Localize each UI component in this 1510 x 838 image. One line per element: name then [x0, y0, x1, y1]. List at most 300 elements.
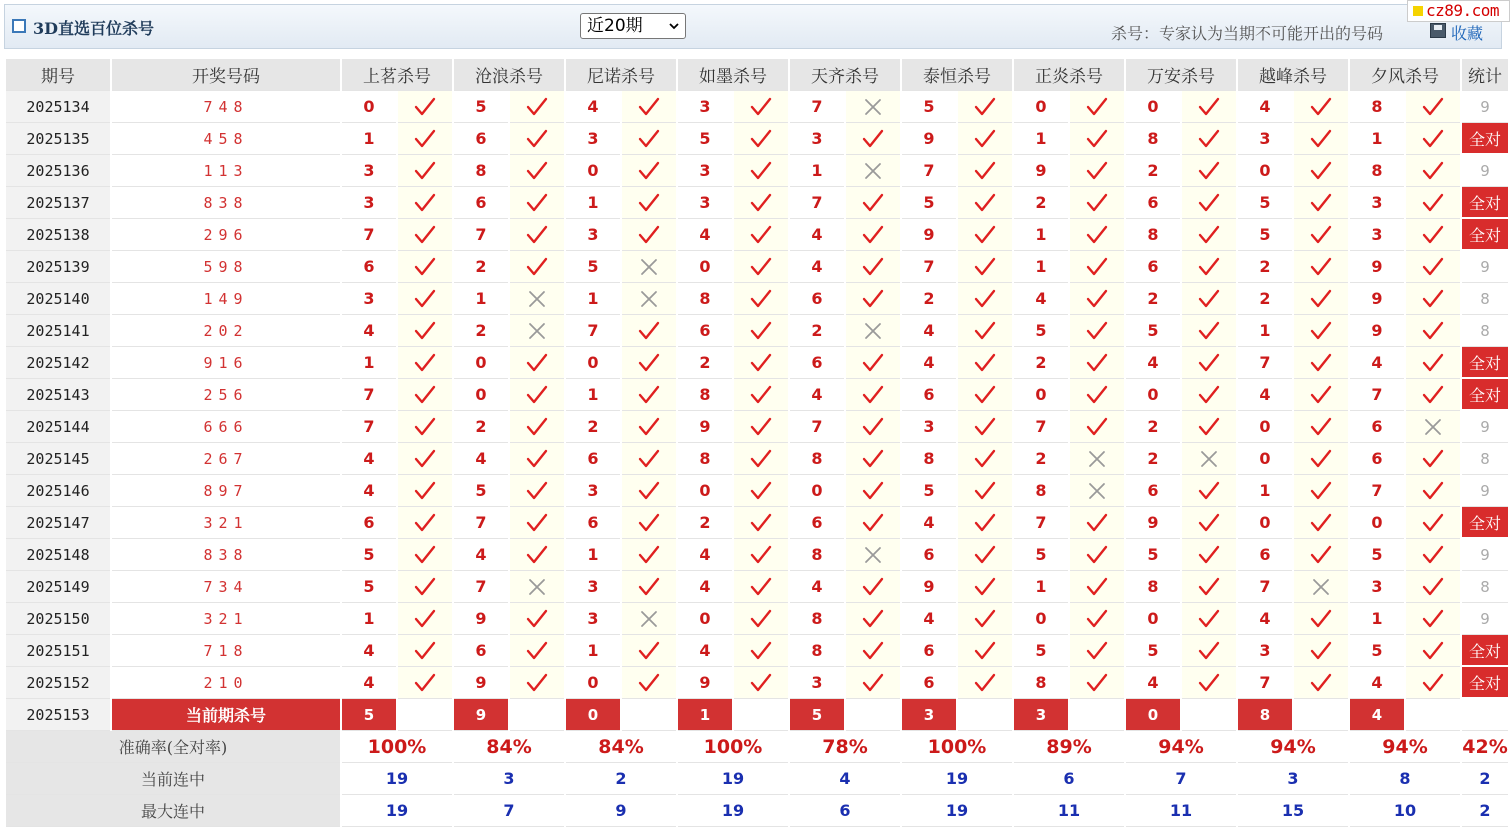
hit-mark-cell — [1182, 123, 1236, 155]
check-icon — [973, 447, 997, 471]
check-icon — [525, 607, 549, 631]
row-stat-cell: 全对 — [1462, 667, 1508, 699]
hit-mark-cell — [1294, 411, 1348, 443]
kill-number-cell: 5 — [1350, 539, 1404, 571]
hit-mark-cell — [846, 347, 900, 379]
hit-mark-cell — [510, 123, 564, 155]
hit-mark-cell — [958, 187, 1012, 219]
summary-value: 100% — [342, 731, 452, 763]
check-icon — [413, 607, 437, 631]
kill-number-cell: 3 — [1350, 219, 1404, 251]
hit-mark-cell — [734, 251, 788, 283]
row-stat-cell: 9 — [1462, 155, 1508, 187]
current-kill-number: 0 — [1126, 699, 1180, 731]
save-icon[interactable] — [1430, 23, 1446, 38]
check-icon — [1309, 639, 1333, 663]
check-icon — [1085, 639, 1109, 663]
check-icon — [1085, 351, 1109, 375]
kill-number-cell: 1 — [1014, 219, 1068, 251]
check-icon — [973, 511, 997, 535]
check-icon — [1421, 223, 1445, 247]
row-stat-cell: 全对 — [1462, 635, 1508, 667]
kill-number-cell: 7 — [1238, 347, 1292, 379]
miss-mark-cell — [1070, 443, 1124, 475]
summary-value: 3 — [454, 763, 564, 795]
kill-number-cell: 4 — [342, 667, 396, 699]
hit-mark-cell — [1070, 123, 1124, 155]
check-icon — [749, 319, 773, 343]
hit-mark-cell — [398, 91, 452, 123]
hit-mark-cell — [1070, 347, 1124, 379]
check-icon — [413, 287, 437, 311]
check-icon — [1085, 415, 1109, 439]
summary-value: 100% — [902, 731, 1012, 763]
hit-mark-cell — [958, 315, 1012, 347]
kill-number-cell: 2 — [1126, 443, 1180, 475]
check-icon — [637, 671, 661, 695]
kill-number-cell: 5 — [1126, 635, 1180, 667]
check-icon — [1085, 319, 1109, 343]
hit-mark-cell — [510, 539, 564, 571]
check-icon — [1197, 575, 1221, 599]
kill-number-cell: 0 — [790, 475, 844, 507]
check-icon — [413, 639, 437, 663]
hit-mark-cell — [846, 603, 900, 635]
kill-number-cell: 9 — [1014, 155, 1068, 187]
check-icon — [1197, 95, 1221, 119]
kill-number-cell: 7 — [566, 315, 620, 347]
check-icon — [1085, 127, 1109, 151]
hit-mark-cell — [1406, 379, 1460, 411]
kill-number-cell: 3 — [902, 411, 956, 443]
hit-mark-cell — [846, 475, 900, 507]
hit-mark-cell — [1406, 155, 1460, 187]
hit-mark-cell — [1406, 187, 1460, 219]
period-cell: 2025140 — [6, 283, 110, 315]
hit-mark-cell — [734, 475, 788, 507]
hit-mark-cell — [398, 251, 452, 283]
table-row — [6, 91, 1508, 123]
hit-mark-cell — [398, 667, 452, 699]
period-select[interactable] — [580, 13, 686, 39]
kill-number-cell: 6 — [1126, 187, 1180, 219]
kill-number-cell: 1 — [566, 379, 620, 411]
kill-number-cell: 2 — [566, 411, 620, 443]
draw-number-cell: 149 — [112, 283, 340, 315]
check-icon — [1197, 479, 1221, 503]
hit-mark-cell — [398, 411, 452, 443]
check-icon — [1421, 191, 1445, 215]
hit-mark-cell — [622, 315, 676, 347]
kill-number-cell: 7 — [790, 411, 844, 443]
hit-mark-cell — [734, 219, 788, 251]
summary-value: 9 — [566, 795, 676, 827]
draw-number-cell: 734 — [112, 571, 340, 603]
miss-mark-cell — [622, 603, 676, 635]
check-icon — [637, 191, 661, 215]
current-kill-blank — [1070, 699, 1124, 731]
draw-number-cell: 458 — [112, 123, 340, 155]
check-icon — [861, 191, 885, 215]
hit-mark-cell — [398, 187, 452, 219]
check-icon — [973, 287, 997, 311]
check-icon — [749, 191, 773, 215]
kill-number-cell: 7 — [342, 219, 396, 251]
hit-mark-cell — [1182, 283, 1236, 315]
check-icon — [1085, 255, 1109, 279]
hit-mark-cell — [958, 667, 1012, 699]
kill-number-cell: 1 — [342, 347, 396, 379]
period-cell: 2025145 — [6, 443, 110, 475]
hit-mark-cell — [622, 155, 676, 187]
row-stat-cell: 9 — [1462, 411, 1508, 443]
check-icon — [637, 511, 661, 535]
check-icon — [1085, 543, 1109, 567]
hit-mark-cell — [1406, 603, 1460, 635]
hit-mark-cell — [510, 347, 564, 379]
check-icon — [1421, 127, 1445, 151]
hit-mark-cell — [1182, 603, 1236, 635]
kill-number-cell: 7 — [454, 507, 508, 539]
summary-value: 89% — [1014, 731, 1124, 763]
check-icon — [525, 127, 549, 151]
kill-number-cell: 6 — [902, 379, 956, 411]
hit-mark-cell — [622, 635, 676, 667]
col-header-expert: 天齐杀号 — [790, 59, 900, 91]
miss-mark-cell — [510, 315, 564, 347]
miss-mark-cell — [510, 283, 564, 315]
summary-value: 8 — [1350, 763, 1460, 795]
kill-number-cell: 6 — [342, 251, 396, 283]
kill-number-cell: 6 — [454, 635, 508, 667]
hit-mark-cell — [622, 379, 676, 411]
summary-value: 78% — [790, 731, 900, 763]
check-icon — [1197, 639, 1221, 663]
check-icon — [1421, 639, 1445, 663]
col-header-expert: 万安杀号 — [1126, 59, 1236, 91]
hit-mark-cell — [1406, 475, 1460, 507]
check-icon — [1197, 191, 1221, 215]
kill-number-cell: 0 — [1126, 603, 1180, 635]
cross-icon — [861, 543, 885, 567]
hit-mark-cell — [1406, 315, 1460, 347]
col-header-expert: 泰恒杀号 — [902, 59, 1012, 91]
kill-number-cell: 0 — [1014, 91, 1068, 123]
check-icon — [1421, 447, 1445, 471]
check-icon — [749, 159, 773, 183]
hit-mark-cell — [846, 635, 900, 667]
hit-mark-cell — [1070, 219, 1124, 251]
hit-mark-cell — [1294, 187, 1348, 219]
hit-mark-cell — [398, 603, 452, 635]
period-select-value: 近20期 — [587, 16, 643, 36]
kill-number-cell: 5 — [902, 187, 956, 219]
kill-number-cell: 6 — [342, 507, 396, 539]
col-header-expert: 尼诺杀号 — [566, 59, 676, 91]
hit-mark-cell — [734, 347, 788, 379]
check-icon — [861, 351, 885, 375]
check-icon — [413, 543, 437, 567]
hit-mark-cell — [510, 507, 564, 539]
check-icon — [749, 127, 773, 151]
miss-mark-cell — [510, 571, 564, 603]
hit-mark-cell — [1294, 251, 1348, 283]
check-icon — [637, 639, 661, 663]
kill-number-cell: 5 — [678, 123, 732, 155]
kill-number-cell: 2 — [678, 347, 732, 379]
check-icon — [1197, 223, 1221, 247]
check-icon — [1197, 607, 1221, 631]
hit-mark-cell — [1182, 539, 1236, 571]
row-stat-cell: 全对 — [1462, 347, 1508, 379]
hit-mark-cell — [958, 347, 1012, 379]
kill-number-cell: 6 — [902, 539, 956, 571]
check-icon — [525, 191, 549, 215]
kill-number-cell: 8 — [790, 539, 844, 571]
hit-mark-cell — [510, 91, 564, 123]
current-kill-number: 9 — [454, 699, 508, 731]
kill-number-cell: 4 — [790, 219, 844, 251]
kill-number-cell: 8 — [790, 603, 844, 635]
kill-number-cell: 2 — [1126, 411, 1180, 443]
current-kill-blank — [510, 699, 564, 731]
check-icon — [973, 127, 997, 151]
hit-mark-cell — [958, 219, 1012, 251]
row-stat-cell: 全对 — [1462, 507, 1508, 539]
hit-mark-cell — [734, 91, 788, 123]
check-icon — [413, 383, 437, 407]
kill-number-cell: 5 — [454, 91, 508, 123]
kill-number-cell: 3 — [566, 603, 620, 635]
hit-mark-cell — [846, 219, 900, 251]
check-icon — [1197, 319, 1221, 343]
check-icon — [749, 255, 773, 279]
check-icon — [861, 255, 885, 279]
kill-number-cell: 3 — [342, 187, 396, 219]
cross-icon — [1309, 575, 1333, 599]
page-title: 3D直选百位杀号 — [33, 19, 155, 38]
hit-mark-cell — [958, 571, 1012, 603]
kill-number-cell: 4 — [1350, 347, 1404, 379]
period-cell: 2025134 — [6, 91, 110, 123]
cross-icon — [525, 575, 549, 599]
check-icon — [1421, 351, 1445, 375]
hit-mark-cell — [734, 379, 788, 411]
hit-mark-cell — [1406, 283, 1460, 315]
check-icon — [1309, 511, 1333, 535]
check-icon — [637, 127, 661, 151]
kill-number-cell: 2 — [678, 507, 732, 539]
hit-mark-cell — [1070, 411, 1124, 443]
kill-number-cell: 8 — [678, 443, 732, 475]
check-icon — [413, 511, 437, 535]
check-icon — [1309, 255, 1333, 279]
kill-number-cell: 2 — [454, 315, 508, 347]
kill-number-cell: 8 — [678, 283, 732, 315]
check-icon — [1309, 415, 1333, 439]
hit-mark-cell — [1070, 635, 1124, 667]
table-row — [6, 315, 1508, 347]
hit-mark-cell — [1406, 539, 1460, 571]
col-header-expert: 上茗杀号 — [342, 59, 452, 91]
table-row — [6, 443, 1508, 475]
save-link[interactable]: 收藏 — [1451, 24, 1484, 43]
check-icon — [1197, 127, 1221, 151]
kill-number-cell: 6 — [790, 283, 844, 315]
check-icon — [413, 415, 437, 439]
check-icon — [413, 255, 437, 279]
kill-number-cell: 3 — [566, 571, 620, 603]
kill-number-cell: 2 — [1238, 251, 1292, 283]
kill-number-cell: 4 — [1126, 347, 1180, 379]
kill-number-cell: 1 — [1238, 315, 1292, 347]
check-icon — [749, 575, 773, 599]
current-period-row — [6, 699, 1508, 731]
hit-mark-cell — [398, 571, 452, 603]
site-badge[interactable] — [1407, 0, 1510, 22]
kill-number-cell: 2 — [1014, 187, 1068, 219]
kill-number-cell: 2 — [454, 411, 508, 443]
kill-number-cell: 4 — [678, 635, 732, 667]
hit-mark-cell — [1406, 91, 1460, 123]
hit-mark-cell — [846, 187, 900, 219]
kill-number-cell: 0 — [1014, 603, 1068, 635]
check-icon — [1309, 383, 1333, 407]
cross-icon — [1085, 479, 1109, 503]
kill-number-cell: 3 — [1238, 123, 1292, 155]
kill-number-cell: 2 — [1126, 283, 1180, 315]
current-kill-blank — [622, 699, 676, 731]
check-icon — [413, 447, 437, 471]
check-icon — [749, 543, 773, 567]
hit-mark-cell — [398, 475, 452, 507]
period-cell: 2025141 — [6, 315, 110, 347]
kill-number-cell: 8 — [1126, 571, 1180, 603]
draw-number-cell: 321 — [112, 507, 340, 539]
table-row — [6, 251, 1508, 283]
kill-number-cell: 9 — [454, 667, 508, 699]
kill-number-cell: 5 — [342, 539, 396, 571]
summary-value: 19 — [342, 795, 452, 827]
check-icon — [749, 639, 773, 663]
hit-mark-cell — [1182, 411, 1236, 443]
kill-number-cell: 7 — [342, 379, 396, 411]
hit-mark-cell — [398, 379, 452, 411]
hit-mark-cell — [734, 411, 788, 443]
summary-value: 2 — [566, 763, 676, 795]
hit-mark-cell — [622, 411, 676, 443]
hit-mark-cell — [1294, 539, 1348, 571]
hit-mark-cell — [1294, 635, 1348, 667]
hit-mark-cell — [398, 507, 452, 539]
kill-number-cell: 0 — [1126, 379, 1180, 411]
hit-mark-cell — [622, 219, 676, 251]
hit-mark-cell — [958, 91, 1012, 123]
period-cell: 2025152 — [6, 667, 110, 699]
kill-number-cell: 3 — [678, 91, 732, 123]
check-icon — [1085, 671, 1109, 695]
badge-square-icon — [1413, 6, 1423, 16]
kill-number-cell: 1 — [342, 603, 396, 635]
period-cell: 2025151 — [6, 635, 110, 667]
page-header — [4, 4, 1502, 49]
kill-number-cell: 6 — [1126, 251, 1180, 283]
check-icon — [1197, 415, 1221, 439]
kill-number-cell: 9 — [678, 667, 732, 699]
check-icon — [525, 447, 549, 471]
hit-mark-cell — [958, 411, 1012, 443]
hit-mark-cell — [958, 379, 1012, 411]
draw-number-cell: 210 — [112, 667, 340, 699]
current-kill-number: 4 — [1350, 699, 1404, 731]
kill-number-cell: 3 — [1350, 571, 1404, 603]
hit-mark-cell — [846, 507, 900, 539]
check-icon — [973, 543, 997, 567]
summary-value: 7 — [1126, 763, 1236, 795]
miss-mark-cell — [846, 91, 900, 123]
kill-number-cell: 0 — [454, 379, 508, 411]
kill-number-cell: 8 — [1014, 475, 1068, 507]
check-icon — [1421, 319, 1445, 343]
cross-icon — [1085, 447, 1109, 471]
check-icon — [1309, 95, 1333, 119]
period-cell: 2025147 — [6, 507, 110, 539]
period-cell: 2025143 — [6, 379, 110, 411]
draw-number-cell: 916 — [112, 347, 340, 379]
kill-number-cell: 1 — [1014, 251, 1068, 283]
check-icon — [1085, 223, 1109, 247]
kill-number-cell: 8 — [902, 443, 956, 475]
draw-number-cell: 113 — [112, 155, 340, 187]
check-icon — [413, 95, 437, 119]
check-icon — [861, 511, 885, 535]
check-icon — [861, 127, 885, 151]
summary-value: 7 — [454, 795, 564, 827]
table-row — [6, 155, 1508, 187]
cross-icon — [861, 95, 885, 119]
summary-value: 94% — [1238, 731, 1348, 763]
check-icon — [1085, 159, 1109, 183]
kill-number-cell: 6 — [1238, 539, 1292, 571]
check-icon — [1197, 383, 1221, 407]
kill-number-cell: 4 — [790, 379, 844, 411]
summary-value: 15 — [1238, 795, 1348, 827]
hit-mark-cell — [1294, 91, 1348, 123]
summary-value: 3 — [1238, 763, 1348, 795]
col-header-stats: 统计 — [1462, 59, 1508, 91]
table-row — [6, 123, 1508, 155]
cross-icon — [525, 287, 549, 311]
summary-value: 6 — [790, 795, 900, 827]
hit-mark-cell — [958, 539, 1012, 571]
table-row — [6, 379, 1508, 411]
cross-icon — [525, 319, 549, 343]
kill-number-cell: 4 — [342, 443, 396, 475]
check-icon — [749, 607, 773, 631]
kill-number-cell: 3 — [790, 123, 844, 155]
check-icon — [861, 575, 885, 599]
summary-value: 11 — [1126, 795, 1236, 827]
kill-number-cell: 0 — [342, 91, 396, 123]
kill-number-cell: 5 — [454, 475, 508, 507]
kill-number-cell: 0 — [566, 667, 620, 699]
check-icon — [637, 223, 661, 247]
row-stat-cell: 8 — [1462, 315, 1508, 347]
kill-number-cell: 4 — [678, 571, 732, 603]
hit-mark-cell — [510, 443, 564, 475]
check-icon — [1421, 479, 1445, 503]
kill-number-cell: 1 — [566, 283, 620, 315]
